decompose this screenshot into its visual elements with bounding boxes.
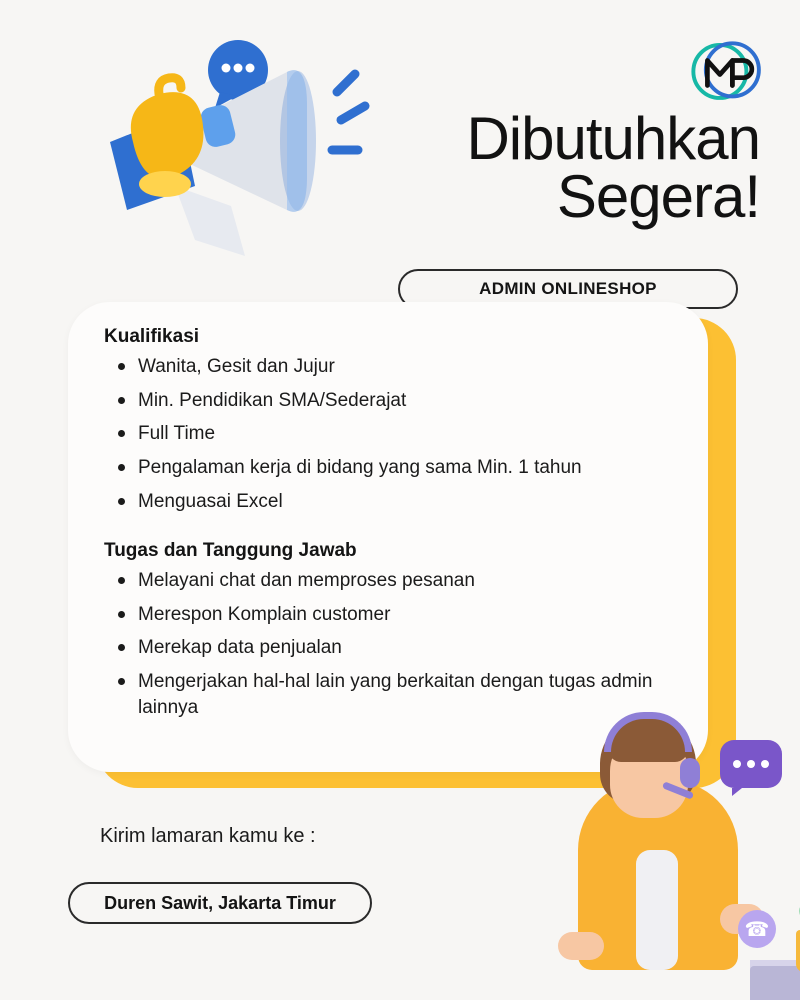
list-item: Melayani chat dan memproses pesanan xyxy=(104,568,682,594)
job-title-badge: ADMIN ONLINESHOP xyxy=(398,269,738,309)
headline-line-1: Dibutuhkan xyxy=(466,105,760,172)
page-title xyxy=(360,105,760,231)
headline-line-2: Segera! xyxy=(556,163,760,231)
list-item: Merekap data penjualan xyxy=(104,635,682,661)
list-item: Wanita, Gesit dan Jujur xyxy=(104,354,682,380)
whatsapp-icon: ☎ xyxy=(738,910,776,948)
typing-indicator-icon xyxy=(720,740,782,788)
desk-front xyxy=(750,966,800,1000)
list-item: Min. Pendidikan SMA/Sederajat xyxy=(104,388,682,414)
list-item: Full Time xyxy=(104,421,682,447)
qualifications-title: Kualifikasi xyxy=(104,326,200,347)
headset-icon xyxy=(604,712,692,752)
duties-title: Tugas dan Tanggung Jawab xyxy=(104,540,357,562)
customer-service-illustration xyxy=(380,680,800,1000)
headset-cup xyxy=(680,758,700,788)
company-logo xyxy=(684,34,762,112)
qualifications-list xyxy=(104,354,682,514)
plant-icon xyxy=(796,930,800,972)
list-item: Merespon Komplain customer xyxy=(104,602,682,628)
agent-hand-left xyxy=(558,932,604,960)
list-item: Mengerjakan hal-hal lain yang berkaitan dengan tugas admin lainnya xyxy=(104,669,682,720)
location-badge: Duren Sawit, Jakarta Timur xyxy=(68,882,372,924)
list-item: Pengalaman kerja di bidang yang sama Min. 1 tahun xyxy=(104,455,682,481)
agent-shirt xyxy=(636,850,678,970)
megaphone-icon xyxy=(55,10,375,280)
list-item: Menguasai Excel xyxy=(104,489,682,515)
apply-label: Kirim lamaran kamu ke : xyxy=(100,825,316,847)
